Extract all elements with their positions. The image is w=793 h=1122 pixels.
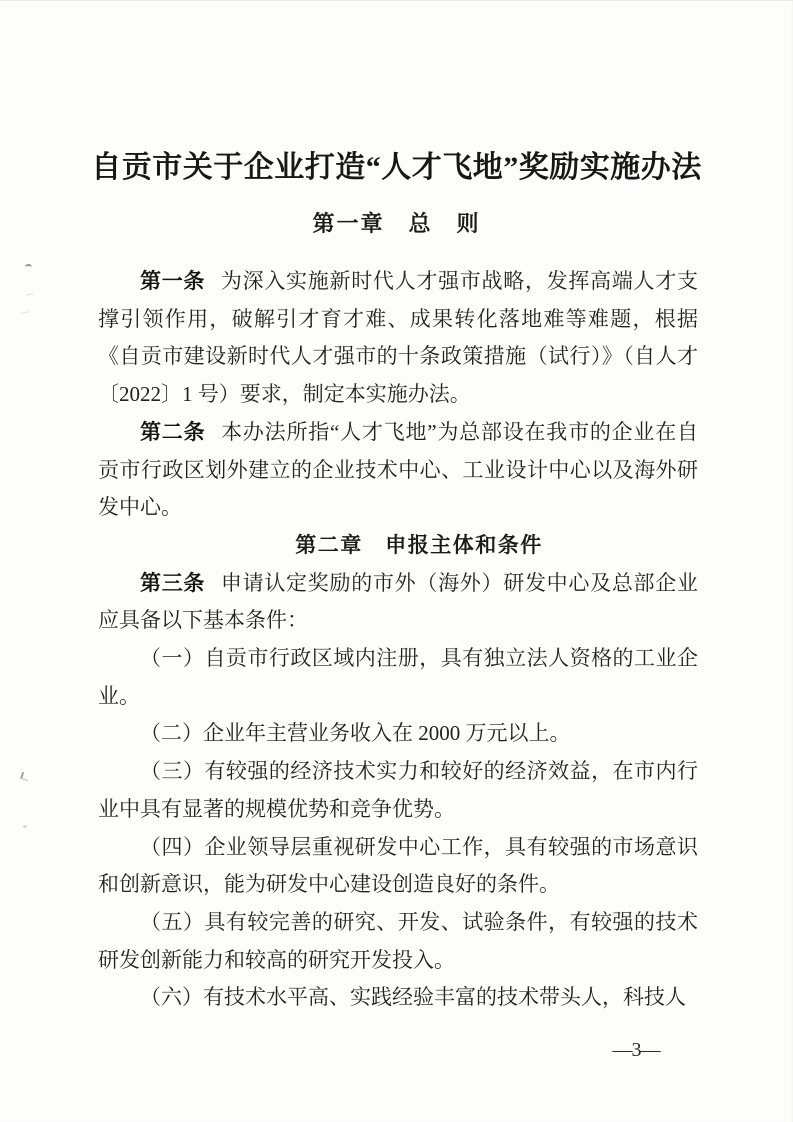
article-2: [98, 414, 698, 527]
article-3-text: 申请认定奖励的市外（海外）研发中心及总部企业应具备以下基本条件：: [98, 570, 698, 633]
scan-artifact: [25, 264, 32, 270]
article-1-text: 为深入实施新时代人才强市战略，发挥高端人才支撑引领作用，破解引才育才难、成果转化落地难等难题，根据《自贡市建设新时代人才强市的十条政策措施（试行）》（自人才〔2022〕1 号）要求，制定本实施办法。: [98, 269, 698, 407]
condition-item-4: （四）企业领导层重视研发中心工作，具有较强的市场意识和创新意识，能为研发中心建设创造良好的条件。: [98, 834, 698, 897]
article-3: [98, 565, 698, 640]
scan-artifact: [23, 825, 27, 828]
condition-item-3: （三）有较强的经济技术实力和较好的经济效益，在市内行业中具有显著的规模优势和竞争优势。: [98, 759, 698, 821]
chapter-1-heading: 第一章 总 则: [312, 211, 481, 236]
article-3-label: 第三条: [140, 571, 206, 595]
document-title: 自贡市关于企业打造“人才飞地”奖励实施办法: [91, 151, 702, 184]
chapter-2-heading: 第二章 申报主体和条件: [295, 533, 543, 557]
condition-item-6: （六）有技术水平高、实践经验丰富的技术带头人，科技人: [140, 985, 686, 1010]
scan-artifact: [20, 772, 30, 781]
condition-item-5: （五）具有较完善的研究、开发、试验条件，有较强的技术研发创新能力和较高的研究开发投入。: [98, 909, 698, 972]
scan-artifact: [26, 293, 35, 299]
condition-item-1: （一）自贡市行政区域内注册，具有独立法人资格的工业企业。: [98, 646, 698, 708]
scan-artifact: [21, 311, 30, 317]
page-number: —3—: [612, 1039, 660, 1061]
document-body: [98, 263, 698, 1017]
article-1-label: 第一条: [140, 270, 206, 293]
article-2-text: 本办法所指“人才飞地”为总部设在我市的企业在自贡市行政区划外建立的企业技术中心、工业设计中心以及海外研发中心。: [98, 419, 699, 520]
article-1: [98, 263, 698, 414]
condition-item-2: （二）企业年主营业务收入在 2000 万元以上。: [140, 721, 571, 746]
article-2-label: 第二条: [140, 420, 206, 444]
